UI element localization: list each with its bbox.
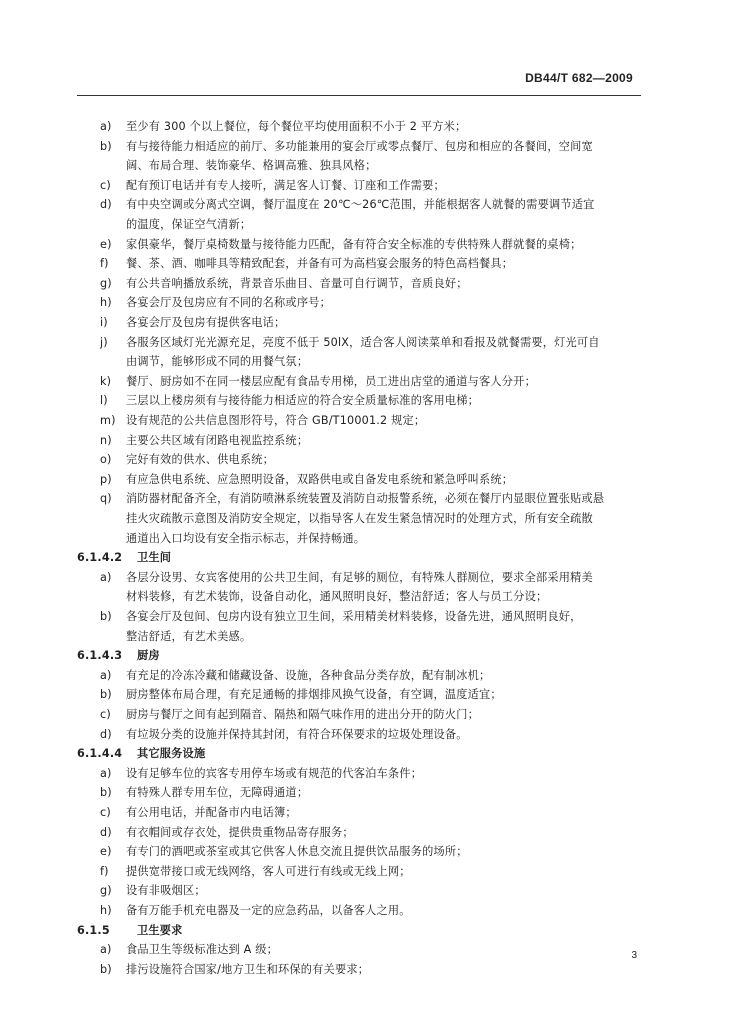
list-item-continuation: 通道出入口均设有安全指示标志，并保持畅通。: [126, 531, 366, 545]
list-item: [100, 196, 595, 214]
list-item-text: 配有预订电话并有专人接听，满足客人订餐、订座和工作需要；: [126, 178, 445, 192]
list-item-text: 各服务区域灯光光源充足，亮度不低于 50lX，适合客人阅读菜单和看报及就餐需要，灯光可自: [126, 335, 600, 349]
list-item: [100, 334, 600, 352]
section-number: 6.1.4.3: [77, 649, 123, 663]
section-number: 6.1.4.2: [77, 551, 123, 565]
list-item: [100, 255, 513, 273]
header-rule: [77, 95, 641, 96]
list-item-text: 各宴会厅及包房应有不同的名称或序号；: [126, 296, 331, 310]
list-item-text: 有公共音响播放系统，背景音乐曲目、音量可自行调节，音质良好；: [126, 276, 468, 290]
document-code: DB44/T 682—2009: [525, 71, 633, 85]
list-item: [100, 314, 285, 332]
list-item-text: 排污设施符合国家/地方卫生和环保的有关要求；: [126, 962, 370, 976]
list-item-label: f): [100, 257, 109, 271]
list-item: [100, 471, 513, 489]
section-number: 6.1.5: [77, 923, 110, 937]
list-item: [100, 451, 274, 469]
list-item-text: 有特殊人群专用车位，无障碍通道；: [126, 786, 309, 800]
list-item-label: o): [100, 453, 112, 467]
list-item-label: a): [100, 943, 112, 957]
list-item-label: d): [100, 727, 112, 741]
list-item-label: i): [100, 316, 108, 329]
list-item-text: 有专门的酒吧或茶室或其它供客人休息交流且提供饮品服务的场所；: [126, 845, 468, 859]
list-item: [100, 608, 582, 626]
list-item-text: 餐厅、厨房如不在同一楼层应配有食品专用梯，员工进出店堂的通道与客人分开；: [126, 374, 536, 388]
list-item-label: g): [100, 276, 112, 290]
list-item-label: c): [100, 806, 111, 819]
list-item-label: a): [100, 668, 112, 682]
list-item: [100, 824, 354, 842]
list-item-label: b): [100, 688, 112, 702]
list-item-label: l): [100, 394, 108, 408]
list-item-label: b): [100, 786, 112, 800]
list-item: [100, 569, 593, 587]
list-item-label: a): [100, 570, 112, 584]
list-item: [100, 490, 604, 508]
list-item: [100, 138, 593, 156]
list-item: [100, 686, 502, 704]
list-item-text: 有中央空调或分离式空调，餐厅温度在 20℃～26℃范围，并能根据客人就餐的需要调节适宜: [126, 198, 595, 212]
list-item-label: j): [100, 335, 108, 349]
list-item: [100, 412, 425, 430]
list-item-text: 有公用电话，并配备市内电话簿；: [126, 806, 297, 819]
list-item-label: m): [100, 414, 116, 427]
list-item-continuation: 挂火灾疏散示意图及消防安全规定，以指导客人在发生紧急情况时的处理方式，所有安全疏散: [126, 512, 593, 525]
list-item: [100, 667, 490, 685]
list-item-text: 完好有效的供水、供电系统；: [126, 453, 275, 467]
list-item-label: a): [100, 120, 112, 133]
list-item: [100, 392, 479, 410]
section-heading: [77, 922, 183, 940]
list-item-label: c): [100, 708, 111, 721]
list-item-label: h): [100, 296, 112, 310]
list-item-label: h): [100, 904, 112, 917]
section-number: 6.1.4.4: [77, 747, 123, 761]
list-item-text: 厨房与餐厅之间有起到隔音、隔热和隔气味作用的进出分开的防火门；: [126, 708, 480, 721]
list-item-text: 有垃圾分类的设施并保持其封闭，有符合环保要求的垃圾处理设备。: [126, 727, 468, 741]
list-item: [100, 275, 468, 293]
list-item: [100, 882, 206, 900]
list-item-text: 有衣帽间或存衣处，提供贵重物品寄存服务；: [126, 825, 354, 839]
list-item: [100, 177, 445, 195]
list-item-label: e): [100, 237, 112, 251]
list-item-text: 设有足够车位的宾客专用停车场或有规范的代客泊车条件；: [126, 766, 423, 780]
list-item-label: d): [100, 825, 112, 839]
list-item-text: 主要公共区域有闭路电视监控系统；: [126, 433, 309, 447]
list-item-label: b): [100, 610, 112, 623]
list-item-text: 有充足的冷冻冷藏和储藏设备、设施，各种食品分类存放，配有制冰机；: [126, 668, 491, 682]
list-item: [100, 863, 411, 881]
list-item-label: a): [100, 766, 112, 780]
list-item-continuation: 由调节，能够形成不同的用餐气氛；: [126, 355, 309, 369]
list-item: [100, 726, 468, 744]
section-heading: [77, 647, 160, 665]
list-item: [100, 706, 479, 724]
list-item: [100, 843, 468, 861]
list-item: [100, 294, 331, 312]
list-item-text: 设有规范的公共信息图形符号，符合 GB/T10001.2 规定；: [126, 414, 426, 427]
list-item: [100, 804, 297, 822]
section-heading: [77, 745, 205, 763]
list-item-text: 有与接待能力相适应的前厅、多功能兼用的宴会厅或零点餐厅、包房和相应的各餐间，空间宽: [126, 139, 593, 153]
list-item-label: f): [100, 864, 109, 878]
list-item-label: n): [100, 433, 112, 447]
list-item-label: q): [100, 492, 112, 506]
list-item-label: b): [100, 962, 112, 976]
list-item-text: 有应急供电系统、应急照明设备，双路供电或自备发电系统和紧急呼叫系统；: [126, 472, 514, 486]
section-heading: [77, 549, 171, 567]
page-number: 3: [631, 950, 637, 961]
list-item-text: 餐、茶、酒、咖啡具等精致配套，并备有可为高档宴会服务的特色高档餐具；: [126, 257, 514, 271]
list-item-text: 各宴会厅及包间、包房内设有独立卫生间，采用精美材料装修，设备先进，通风照明良好，: [126, 610, 582, 623]
list-item-label: d): [100, 198, 112, 212]
section-title: 其它服务设施: [137, 747, 206, 761]
section-title: 卫生要求: [137, 923, 183, 937]
list-item: [100, 236, 582, 254]
list-item-label: p): [100, 472, 112, 486]
list-item-text: 至少有 300 个以上餐位，每个餐位平均使用面积不小于 2 平方米；: [126, 120, 467, 133]
list-item: [100, 118, 466, 136]
list-item-label: c): [100, 178, 111, 192]
list-item: [100, 432, 308, 450]
list-item-text: 食品卫生等级标准达到 A 级；: [126, 943, 279, 957]
list-item-text: 设有非吸烟区；: [126, 884, 206, 898]
list-item-label: b): [100, 139, 112, 153]
list-item: [100, 941, 278, 959]
section-title: 卫生间: [137, 551, 172, 565]
list-item-continuation: 材料装修，有艺术装饰，设备自动化，通风照明良好，整洁舒适；客人与员工分设；: [126, 590, 548, 604]
list-item-text: 各宴会厅及包房有提供客电话；: [126, 316, 286, 329]
list-item-label: g): [100, 884, 112, 898]
list-item-continuation: 整洁舒适，有艺术美感。: [126, 629, 252, 643]
list-item: [100, 373, 536, 391]
list-item-text: 消防器材配备齐全，有消防喷淋系统装置及消防自动报警系统，必须在餐厅内显眼位置张贴或悬: [126, 492, 605, 506]
list-item-text: 备有万能手机充电器及一定的应急药品，以备客人之用。: [126, 904, 411, 917]
list-item: [100, 961, 369, 979]
list-item-continuation: 阔、布局合理、装饰豪华、格调高雅、独具风格；: [126, 159, 377, 173]
list-item-text: 各层分设男、女宾客使用的公共卫生间，有足够的厕位，有特殊人群厕位，要求全部采用精美: [126, 570, 593, 584]
list-item-continuation: 的温度，保证空气清新；: [126, 218, 252, 231]
section-title: 厨房: [137, 649, 160, 663]
list-item-label: k): [100, 374, 112, 388]
list-item-text: 厨房整体布局合理，有充足通畅的排烟排风换气设备，有空调，温度适宜；: [126, 688, 502, 702]
list-item-label: e): [100, 845, 112, 859]
list-item-text: 家俱豪华，餐厅桌椅数量与接待能力匹配，备有符合安全标准的专供特殊人群就餐的桌椅；: [126, 237, 582, 251]
list-item-text: 三层以上楼房须有与接待能力相适应的符合安全质量标准的客用电梯；: [126, 394, 480, 408]
list-item: [100, 902, 411, 920]
list-item: [100, 784, 308, 802]
list-item: [100, 765, 422, 783]
list-item-text: 提供宽带接口或无线网络，客人可进行有线或无线上网；: [126, 864, 411, 878]
